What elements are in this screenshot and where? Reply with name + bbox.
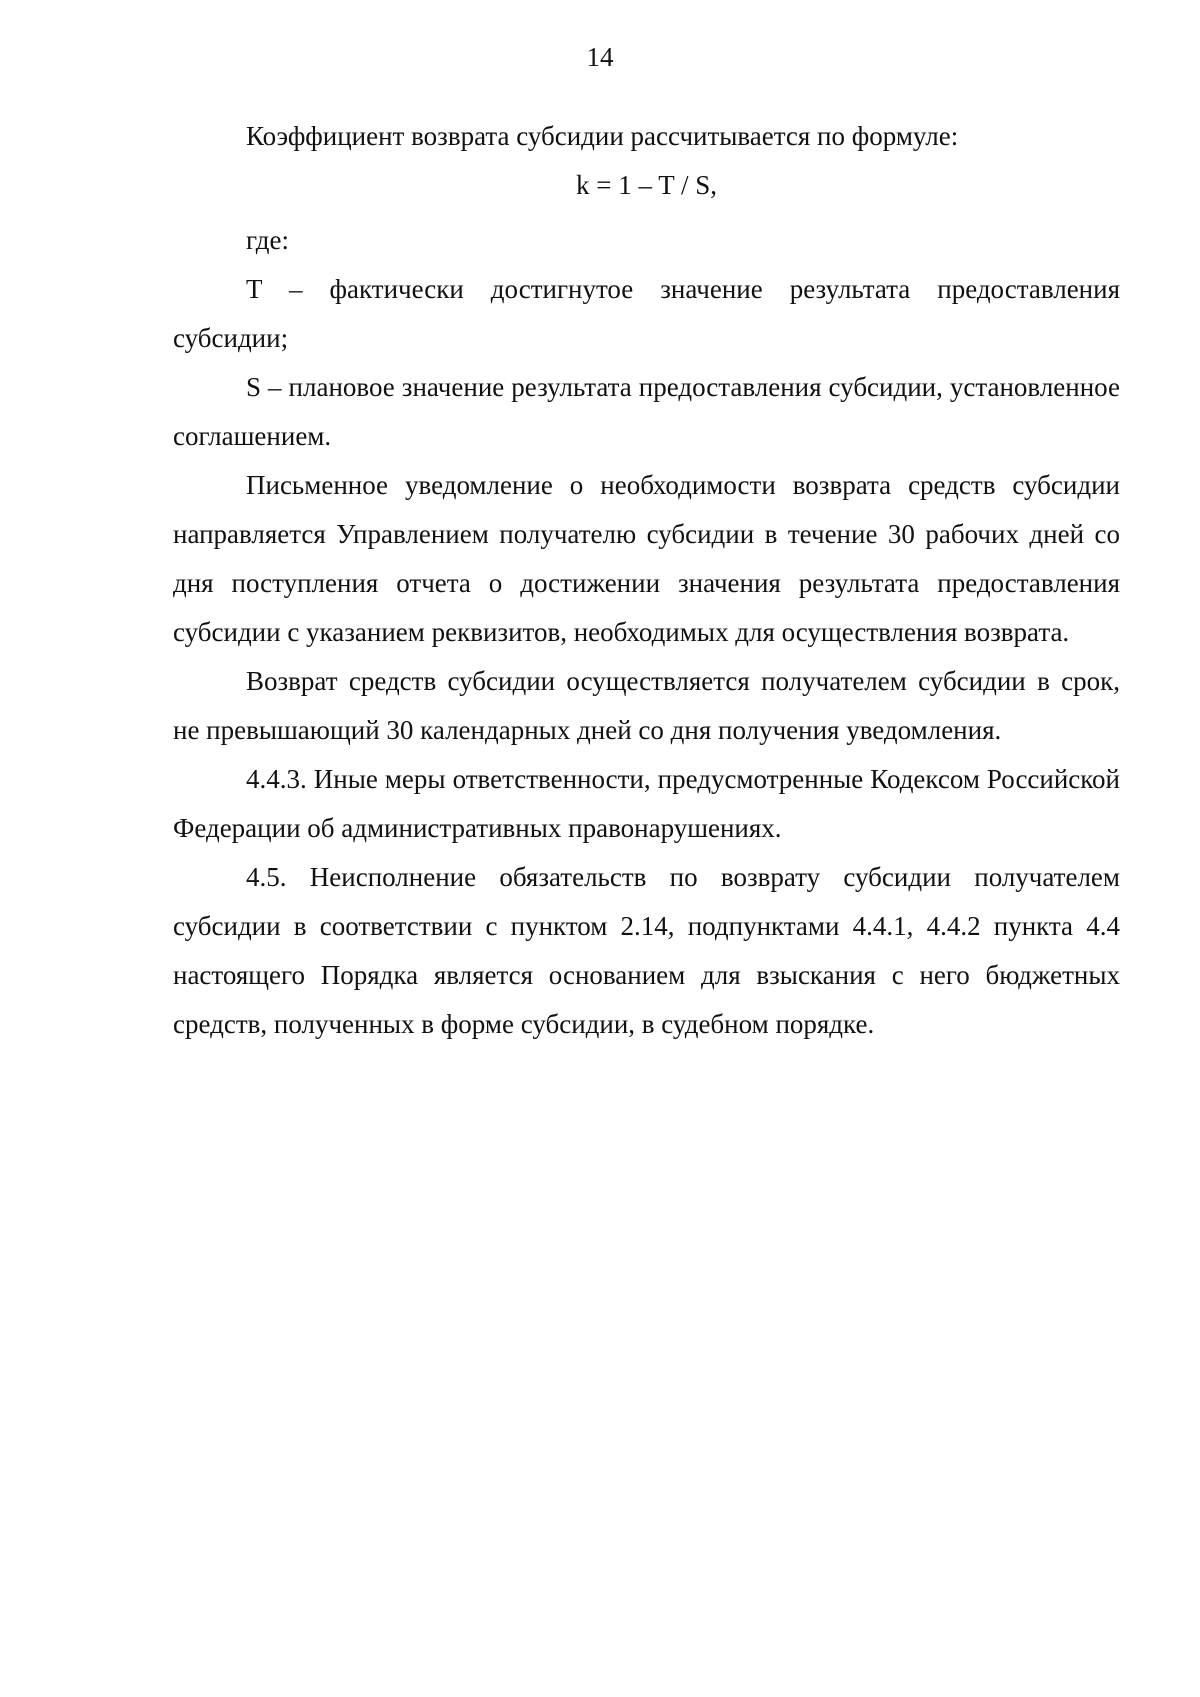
definition-t: T – фактически достигнутое значение результата предоставления субсидии; — [173, 274, 1120, 353]
clause-4-5: 4.5. Неисполнение обязательств по возврату субсидии получателем субсидии в соответствии с пунктом 2.14, подпунктами 4.4.1, 4.4.2 пункта 4.4 настоящего Порядка является основанием для взыскания с него бюджетных средств, полученных в форме субсидии, в судебном порядке. — [173, 862, 1120, 1039]
intro-paragraph: Коэффициент возврата субсидии рассчитывается по формуле: — [246, 121, 959, 151]
notice-paragraph: Письменное уведомление о необходимости возврата средств субсидии направляется Управлением получателю субсидии в течение 30 рабочих дней со дня поступления отчета о достижении значения результата предоставления субсидии с указанием реквизитов, необходимых для осуществления возврата. — [173, 470, 1120, 647]
definition-s: S – плановое значение результата предоставления субсидии, установленное соглашением. — [173, 372, 1120, 451]
page-number: 14 — [586, 42, 614, 72]
document-body — [173, 112, 1120, 1049]
formula: k = 1 – T / S, — [575, 170, 717, 200]
where-label: где: — [246, 225, 289, 255]
clause-4-4-3: 4.4.3. Иные меры ответственности, предусмотренные Кодексом Российской Федерации об административных правонарушениях. — [173, 764, 1120, 843]
return-paragraph: Возврат средств субсидии осуществляется получателем субсидии в срок, не превышающий 30 календарных дней со дня получения уведомления. — [173, 666, 1120, 745]
